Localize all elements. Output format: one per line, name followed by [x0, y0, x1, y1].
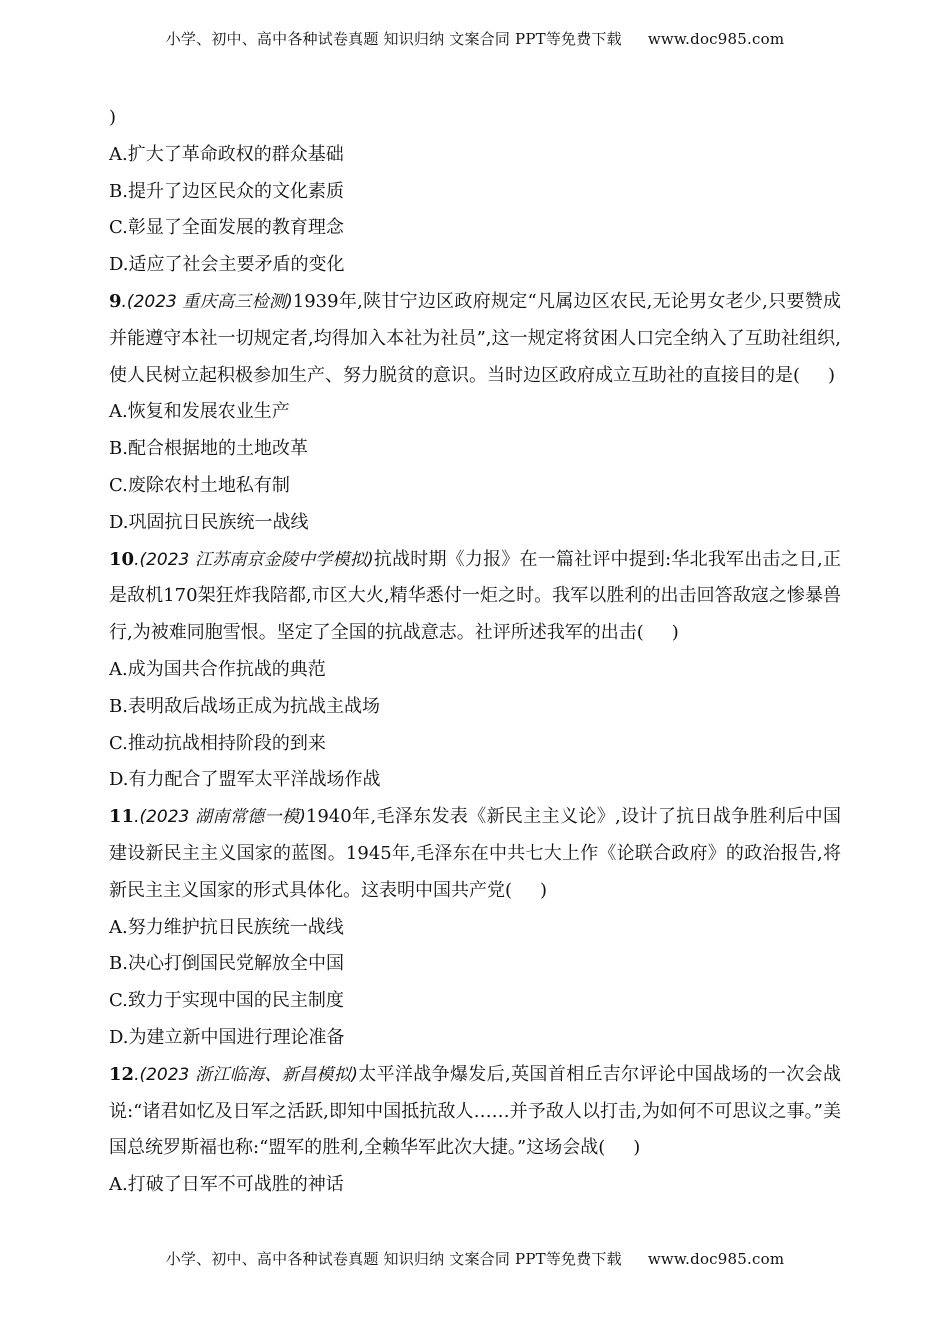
- question-9-stem: [109, 284, 841, 394]
- question-10-option-a: A.成为国共合作抗战的典范: [109, 658, 326, 680]
- question-11-stem: [109, 799, 841, 909]
- question-11-option-d: D.为建立新中国进行理论准备: [109, 1026, 345, 1048]
- question-10-close: ): [671, 622, 679, 644]
- question-12-close: ): [633, 1137, 641, 1159]
- question-9-text: 1939年,陕甘宁边区政府规定“凡属边区农民,无论男女老少,只要赞成并能遵守本社一切规定者,均得加入本社为社员”,这一规定将贫困人口完全纳入了互助社组织,使人民树立起积极参加生产、努力脱贫的意识。当时边区政府成立互助社的直接目的是(: [109, 290, 841, 386]
- question-9-number: 9: [109, 290, 122, 312]
- question-12-stem: [109, 1057, 841, 1167]
- question-10: [109, 542, 841, 800]
- question-11: [109, 799, 841, 1057]
- question-10-option-b: B.表明敌后战场正成为抗战主战场: [109, 695, 380, 717]
- header-text: 小学、初中、高中各种试卷真题 知识归纳 文案合同 PPT等免费下载: [165, 30, 622, 48]
- question-12-number: 12: [109, 1063, 135, 1085]
- question-9-option-b: B.配合根据地的土地改革: [109, 438, 308, 460]
- question-10-option-c: C.推动抗战相持阶段的到来: [109, 732, 326, 754]
- question-8-option-a: A.扩大了革命政权的群众基础: [109, 143, 344, 165]
- question-11-option-a: A.努力维护抗日民族统一战线: [109, 916, 344, 938]
- question-12-source: .(2023 浙江临海、新昌模拟): [134, 1064, 358, 1085]
- question-8-continued: [109, 100, 841, 284]
- question-content: [109, 100, 841, 1204]
- question-10-text: 抗战时期《力报》在一篇社评中提到:华北我军出击之日,正是敌机170架狂炸我陪都,市区大火,精华悉付一炬之时。我军以胜利的出击回答敌寇之惨暴兽行,为被难同胞雪恨。坚定了全国的抗战意志。社评所述我军的出击(: [109, 548, 841, 644]
- question-8-option-d: D.适应了社会主要矛盾的变化: [109, 254, 345, 276]
- question-10-number: 10: [109, 548, 135, 570]
- question-9-option-a: A.恢复和发展农业生产: [109, 401, 290, 423]
- question-12-text: 太平洋战争爆发后,英国首相丘吉尔评论中国战场的一次会战说:“诸君如忆及日军之活跃,即知中国抵抗敌人……并予敌人以打击,为如何不可思议之事。”美国总统罗斯福也称:“盟军的胜利,全赖华军此次大捷。”这场会战(: [109, 1063, 841, 1159]
- header-site-link[interactable]: www.doc985.com: [647, 30, 785, 48]
- question-9-option-c: C.废除农村土地私有制: [109, 474, 290, 496]
- question-12-option-a: A.打破了日军不可战胜的神话: [109, 1174, 344, 1196]
- question-8-tail: ): [109, 107, 117, 128]
- question-9-close: ): [828, 364, 836, 386]
- question-12: [109, 1057, 841, 1204]
- question-11-source: .(2023 湖南常德一模): [134, 807, 306, 828]
- question-11-close: ): [540, 879, 548, 901]
- question-10-source: .(2023 江苏南京金陵中学模拟): [134, 549, 374, 570]
- page-footer: [0, 1248, 950, 1269]
- question-8-option-b: B.提升了边区民众的文化素质: [109, 180, 344, 202]
- question-11-number: 11: [109, 806, 135, 828]
- question-11-option-c: C.致力于实现中国的民主制度: [109, 990, 344, 1012]
- question-9-option-d: D.巩固抗日民族统一战线: [109, 511, 309, 533]
- footer-site-link[interactable]: www.doc985.com: [647, 1250, 785, 1268]
- question-11-text: 1940年,毛泽东发表《新民主主义论》,设计了抗日战争胜利后中国建设新民主主义国家的蓝图。1945年,毛泽东在中共七大上作《论联合政府》的政治报告,将新民主主义国家的形式具体化。这表明中国共产党(: [109, 806, 841, 901]
- footer-text: 小学、初中、高中各种试卷真题 知识归纳 文案合同 PPT等免费下载: [165, 1250, 622, 1268]
- question-10-stem: [109, 542, 841, 652]
- question-10-option-d: D.有力配合了盟军太平洋战场作战: [109, 769, 381, 791]
- page-header: [0, 28, 950, 49]
- question-9-source: .(2023 重庆高三检测): [121, 291, 293, 312]
- question-8-option-c: C.彰显了全面发展的教育理念: [109, 217, 344, 239]
- question-11-option-b: B.决心打倒国民党解放全中国: [109, 953, 344, 975]
- question-9: [109, 284, 841, 542]
